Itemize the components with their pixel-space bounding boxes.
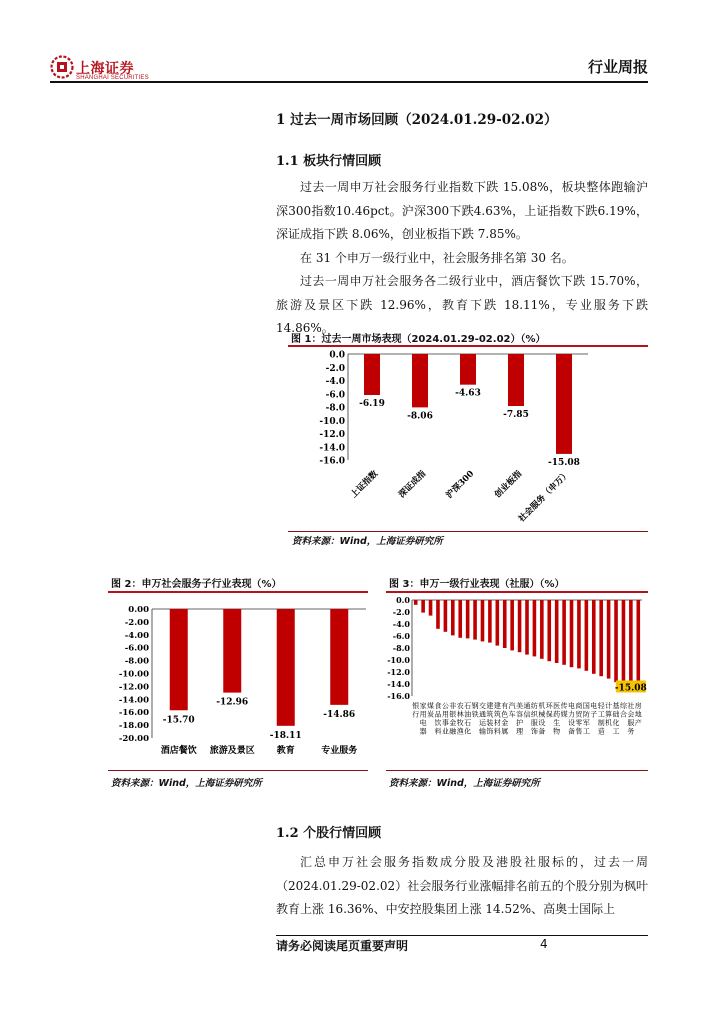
x-tick-char: 石: [464, 719, 472, 727]
x-tick-char: 环: [545, 702, 553, 710]
y-tick-label: -14.0: [387, 679, 410, 689]
x-tick-char: 业: [441, 727, 449, 736]
x-tick-char: 食: [434, 702, 442, 710]
x-tick-char: 融: [449, 727, 457, 736]
x-tick-char: 物: [553, 727, 561, 736]
bar: [364, 354, 380, 395]
x-tick-char: 建: [493, 702, 501, 710]
bar: [508, 354, 524, 406]
x-tick-char: 工: [582, 727, 590, 736]
logo-text: 上海证券: [76, 61, 134, 77]
x-tick-char: 力: [568, 710, 576, 719]
bar: [510, 600, 514, 650]
x-tick-char: 会: [627, 710, 635, 719]
bar: [496, 600, 500, 646]
bar: [414, 600, 418, 605]
y-tick-label: -20.00: [118, 734, 149, 744]
x-tick-char: 础: [612, 710, 620, 719]
x-tick-char: 器: [419, 727, 427, 736]
x-tick-char: 林: [456, 710, 464, 719]
x-tick-char: 建: [486, 702, 494, 710]
x-tick-char: 行: [412, 710, 420, 719]
bar: [429, 600, 433, 616]
bar: [599, 600, 603, 676]
paragraph: 过去一周申万社会服务各二级行业中，酒店餐饮下跌 15.70%，旅游及景区下跌 12.96%，教育下跌 18.11%，专业服务下跌 14.86%。: [276, 274, 648, 335]
x-tick-char: 美: [516, 702, 524, 710]
y-tick-label: -6.00: [124, 643, 149, 654]
figure1-title: 图 1：过去一周市场表现（2024.01.29-02.02）（%）: [291, 334, 546, 345]
x-tick-char: 筑: [486, 710, 494, 719]
y-tick-label: 0.00: [128, 605, 149, 615]
bar: [473, 600, 477, 640]
x-tick-char: 铁: [471, 710, 479, 719]
bar: [451, 600, 455, 635]
x-tick-char: 通: [523, 702, 531, 710]
x-tick-char: 零: [575, 719, 583, 727]
x-tick-char: 电: [419, 719, 427, 727]
x-tick-char: 制: [597, 719, 605, 727]
x-tick-char: 备: [568, 727, 576, 736]
x-tick-label: 上证指数: [348, 469, 381, 501]
figure1-chart: [288, 347, 648, 532]
figure2-title: 图 2：申万社会服务子行业表现（%）: [111, 579, 282, 590]
x-tick-char: 药: [553, 710, 561, 719]
x-tick-char: 机: [538, 702, 546, 710]
highlight-label: -15.08: [614, 683, 647, 694]
x-tick-char: 基: [612, 702, 620, 710]
x-tick-char: 备: [538, 727, 546, 736]
data-label: -18.11: [269, 730, 302, 741]
x-tick-char: 钢: [471, 702, 479, 710]
x-tick-char: 保: [545, 710, 553, 719]
x-tick-char: 银: [449, 710, 457, 719]
x-tick-char: 容: [516, 710, 524, 719]
x-tick-label: 专业服务: [321, 746, 358, 756]
x-tick-char: 金: [449, 719, 457, 727]
x-tick-char: 饰: [486, 727, 494, 736]
x-tick-char: 生: [553, 719, 561, 727]
bar: [607, 600, 611, 679]
data-label: -14.86: [323, 709, 356, 720]
header-divider: [50, 81, 648, 83]
x-tick-char: 用: [441, 710, 449, 719]
figure1-bottom-rule: [288, 531, 648, 532]
x-tick-char: 医: [553, 702, 561, 710]
y-tick-label: -16.00: [118, 708, 149, 719]
x-tick-char: 非: [449, 702, 457, 710]
x-tick-char: 社: [627, 702, 635, 710]
x-tick-label: 创业板指: [492, 469, 525, 501]
x-tick-char: 服: [627, 719, 635, 727]
bar: [525, 600, 529, 655]
x-tick-char: 有: [501, 702, 509, 710]
logo-subtitle: SHANGHAI SECURITIES: [76, 75, 149, 81]
bar: [540, 600, 544, 659]
figure3-chart: [386, 593, 648, 768]
x-tick-char: 产: [634, 719, 642, 727]
x-tick-char: 电: [568, 702, 576, 710]
x-tick-char: 色: [501, 710, 509, 719]
x-tick-char: 煤: [427, 702, 435, 710]
x-tick-char: 材: [493, 719, 501, 727]
y-tick-label: -12.0: [387, 667, 410, 677]
x-tick-char: 炭: [427, 710, 435, 719]
section1-body: [276, 176, 648, 341]
y-tick-label: -8.0: [392, 643, 410, 653]
bar: [636, 600, 640, 692]
x-tick-label: 酒店餐饮: [160, 746, 197, 756]
bar: [570, 600, 574, 667]
bar: [170, 609, 188, 710]
y-tick-label: -8.00: [124, 656, 149, 667]
x-tick-char: 工: [597, 710, 605, 719]
x-tick-char: 军: [582, 719, 590, 727]
section-title: 1 过去一周市场回顾（2024.01.29-02.02）: [276, 112, 558, 128]
y-tick-label: -16.0: [387, 691, 410, 701]
y-tick-label: -16.0: [319, 456, 345, 467]
x-tick-char: 造: [597, 727, 605, 736]
x-tick-char: 料: [493, 727, 501, 736]
paragraph: 在 31 个申万一级行业中，社会服务排名第 30 名。: [300, 250, 574, 265]
y-tick-label: -2.0: [325, 363, 345, 374]
x-tick-char: 家: [419, 702, 427, 710]
bar: [614, 600, 618, 682]
footer-divider: [276, 935, 648, 936]
data-label: -12.96: [216, 697, 249, 708]
bar: [533, 600, 537, 656]
bar: [518, 600, 522, 652]
y-tick-label: -4.00: [124, 630, 149, 641]
x-tick-char: 石: [464, 702, 472, 710]
bar: [330, 609, 348, 705]
x-tick-char: 油: [464, 710, 472, 719]
y-tick-label: -6.0: [325, 390, 345, 401]
data-label: -15.70: [162, 715, 195, 726]
x-tick-char: 设: [568, 719, 576, 727]
x-tick-label: 旅游及景区: [209, 746, 255, 756]
x-tick-char: 渔: [456, 727, 464, 736]
bar: [555, 600, 559, 663]
figure2-source: 资料来源：Wind，上海证券研究所: [111, 778, 262, 789]
bar: [412, 354, 428, 407]
x-tick-char: 设: [538, 719, 546, 727]
x-tick-char: 纺: [530, 702, 538, 710]
bar: [466, 600, 470, 638]
shanghai-securities-logo-icon: [50, 55, 74, 79]
bar: [444, 600, 448, 632]
y-tick-label: -14.0: [319, 443, 345, 454]
bar: [585, 600, 589, 671]
x-tick-char: 公: [441, 702, 449, 710]
x-tick-char: 护: [516, 719, 524, 727]
bar: [547, 600, 551, 661]
x-tick-char: 算: [605, 710, 613, 719]
figure2-bottom-rule: [108, 770, 368, 771]
x-tick-char: 务: [627, 727, 635, 736]
x-tick-char: 传: [560, 702, 568, 710]
section2-body: [276, 851, 648, 922]
bar: [577, 600, 581, 668]
x-tick-char: 电: [590, 702, 598, 710]
x-tick-char: 防: [582, 710, 590, 719]
x-tick-char: 饰: [530, 727, 538, 736]
y-tick-label: 0.0: [329, 350, 345, 361]
x-tick-char: 牧: [456, 719, 464, 727]
y-tick-label: -6.0: [392, 631, 410, 641]
x-tick-char: 商: [575, 702, 583, 710]
data-label: -6.19: [359, 399, 385, 410]
data-label: -15.08: [548, 457, 580, 468]
x-tick-char: 通: [478, 710, 486, 719]
x-tick-char: 化: [612, 719, 620, 727]
figure2-chart: [108, 593, 370, 768]
y-tick-label: -10.00: [118, 669, 149, 680]
x-tick-char: 械: [538, 710, 546, 719]
x-tick-char: 输: [478, 727, 486, 736]
figure3-bottom-rule: [386, 770, 648, 771]
x-tick-char: 用: [419, 710, 427, 719]
x-tick-char: 机: [605, 719, 613, 727]
x-tick-char: 运: [478, 719, 486, 727]
x-tick-char: 合: [619, 710, 627, 719]
x-tick-char: 工: [612, 727, 620, 736]
bar: [277, 609, 295, 726]
x-tick-label: 沪深300: [444, 469, 477, 501]
x-tick-label: 社会服务（申万）: [516, 469, 573, 525]
bar: [592, 600, 596, 674]
figure1-source: 资料来源：Wind，上海证券研究所: [292, 536, 443, 547]
x-tick-char: 子: [590, 710, 598, 719]
x-tick-char: 理: [516, 727, 524, 736]
x-tick-char: 信: [523, 710, 531, 719]
x-tick-char: 服: [530, 719, 538, 727]
y-tick-label: -2.00: [124, 617, 149, 628]
x-tick-char: 售: [575, 727, 583, 736]
figure3-title: 图 3：申万一级行业表现（社服）（%）: [389, 579, 565, 590]
x-tick-char: 事: [441, 719, 449, 727]
x-tick-char: 汽: [508, 702, 516, 710]
bar: [458, 600, 462, 638]
x-tick-char: 农: [456, 702, 464, 710]
x-tick-char: 媒: [560, 710, 568, 719]
x-tick-char: 金: [501, 719, 509, 727]
footer-disclaimer: 请务必阅读尾页重要声明: [276, 939, 409, 953]
data-label: -4.63: [455, 388, 481, 399]
y-tick-label: -2.0: [392, 607, 410, 617]
y-tick-label: -8.0: [325, 403, 345, 414]
x-tick-char: 综: [619, 702, 627, 710]
x-tick-char: 车: [508, 710, 516, 719]
x-tick-char: 贸: [575, 710, 583, 719]
x-tick-label: 教育: [276, 746, 295, 756]
y-tick-label: -4.0: [325, 377, 345, 387]
y-tick-label: -10.0: [387, 655, 410, 665]
bar: [556, 354, 572, 454]
bar: [562, 600, 566, 665]
bar: [421, 600, 425, 613]
y-tick-label: -12.0: [319, 430, 345, 440]
data-label: -8.06: [407, 411, 433, 422]
bar: [503, 600, 507, 648]
x-tick-char: 饮: [434, 719, 442, 727]
x-tick-char: 化: [464, 727, 472, 736]
y-tick-label: -12.00: [118, 682, 149, 693]
x-tick-char: 织: [530, 710, 538, 719]
paragraph: 汇总申万社会服务指数成分股及港股社服标的，过去一周（2024.01.29-02.02）社会服务行业涨幅排名前五的个股分别为枫叶教育上涨 16.36%、中安控股集团上涨 14.52%、高奥士国际上: [276, 855, 648, 916]
bar: [223, 609, 241, 693]
x-tick-char: 装: [486, 719, 494, 727]
bar: [622, 600, 626, 685]
x-tick-char: 属: [501, 727, 509, 736]
x-tick-label: 深证成指: [396, 469, 429, 501]
x-tick-char: 银: [412, 702, 420, 710]
x-tick-char: 计: [605, 702, 613, 710]
y-tick-label: -10.0: [319, 416, 345, 427]
x-tick-char: 轻: [597, 702, 605, 710]
report-type-label: 行业周报: [587, 58, 648, 76]
page-number: 4: [540, 937, 548, 951]
y-tick-label: -18.00: [118, 721, 149, 732]
x-tick-char: 房: [634, 702, 642, 710]
subsection-title: 1.2 个股行情回顾: [276, 826, 382, 841]
figure3-source: 资料来源：Wind，上海证券研究所: [389, 778, 540, 789]
x-tick-char: 国: [582, 702, 590, 710]
bar: [460, 354, 476, 385]
x-tick-char: 筑: [493, 710, 501, 719]
y-tick-label: -14.00: [118, 695, 149, 706]
bar: [481, 600, 485, 641]
data-label: -7.85: [503, 410, 529, 421]
x-tick-char: 品: [434, 710, 442, 719]
paragraph: 过去一周申万社会服务行业指数下跌 15.08%，板块整体跑输沪深300指数10.46pct。沪深300下跌4.63%，上证指数下跌6.19%，深证成指下跌 8.06%，创业板指下跌 7.85%。: [276, 180, 648, 241]
y-tick-label: -4.0: [392, 619, 410, 629]
x-tick-char: 料: [434, 727, 442, 736]
bar: [629, 600, 633, 690]
y-tick-label: 0.0: [396, 595, 410, 605]
bar: [488, 600, 492, 643]
x-tick-char: 地: [634, 710, 642, 719]
x-tick-char: 交: [478, 702, 486, 710]
bar: [436, 600, 440, 629]
subsection-title: 1.1 板块行情回顾: [276, 154, 382, 169]
